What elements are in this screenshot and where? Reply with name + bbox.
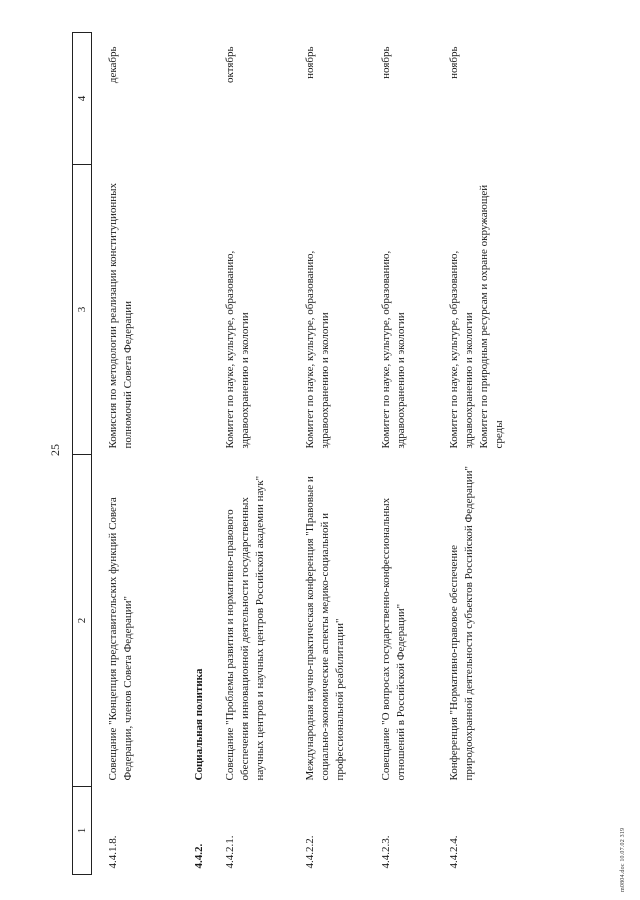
event-title: Совещание "О вопросах государственно-конфессиональных отношений в Российской Федерации"	[380, 497, 407, 781]
column-header: 3	[73, 165, 92, 455]
event-title: Международная научно-практическая конференция "Правовые и социально-экономические аспекты медико-социальной и профессиональной реабилитации"	[304, 476, 346, 781]
organizer-cell	[213, 165, 293, 455]
column-header: 4	[73, 33, 92, 165]
section-title: Социальная политика	[193, 668, 205, 781]
column-header: 2	[73, 455, 92, 787]
organizer-cell	[293, 165, 369, 455]
table-row	[213, 33, 293, 875]
event-title: Совещание "Проблемы развития и нормативно-правового обеспечения инновационной деятельности государственных научных центров и научных центров Российской академии наук"	[224, 475, 266, 781]
page-number: 25	[48, 444, 62, 456]
footer-stamp: m0804.doc 10.07.02 319	[620, 827, 626, 892]
table-row	[437, 33, 531, 875]
item-number: 4.4.2.4.	[448, 835, 460, 869]
column-header: 1	[73, 787, 92, 875]
organizer: Комитет по науке, культуре, образованию, здравоохранению и экологии	[448, 250, 475, 449]
deadline: ноябрь	[380, 46, 392, 79]
deadline: ноябрь	[304, 46, 316, 79]
organizer-cell	[92, 165, 185, 455]
section-row	[184, 33, 213, 875]
organizer: Комитет по науке, культуре, образованию, здравоохранению и экологии	[224, 250, 251, 449]
item-number: 4.4.1.8.	[107, 835, 119, 869]
organizer-cell	[437, 165, 531, 455]
item-number: 4.4.2.1.	[224, 835, 236, 869]
item-number: 4.4.2.3.	[380, 835, 392, 869]
event-title: Совещание "Концепция представительских функций Совета Федерации, членов Совета Федерации"	[107, 497, 134, 781]
deadline: декабрь	[107, 46, 119, 84]
deadline: октябрь	[224, 46, 236, 84]
deadline: ноябрь	[448, 46, 460, 79]
table-row	[293, 33, 369, 875]
organizer-cell	[369, 165, 437, 455]
organizer: Комитет по науке, культуре, образованию, здравоохранению и экологии	[380, 250, 407, 449]
organizer: Комиссия по методологии реализации конституционных полномочий Совета Федерации	[107, 182, 134, 449]
organizer: Комитет по науке, культуре, образованию, здравоохранению и экологии	[304, 250, 331, 449]
item-number: 4.4.2.2.	[304, 835, 316, 869]
plan-table	[72, 32, 531, 875]
table-row	[92, 33, 185, 875]
table-row	[369, 33, 437, 875]
section-number: 4.4.2.	[193, 843, 205, 869]
event-title: Конференция "Нормативно-правовое обеспечение природоохранной деятельности субъектов Российской Федерации"	[448, 466, 475, 781]
header-row	[73, 33, 92, 875]
organizer: Комитет по природным ресурсам и охране окружающей среды	[478, 184, 505, 449]
